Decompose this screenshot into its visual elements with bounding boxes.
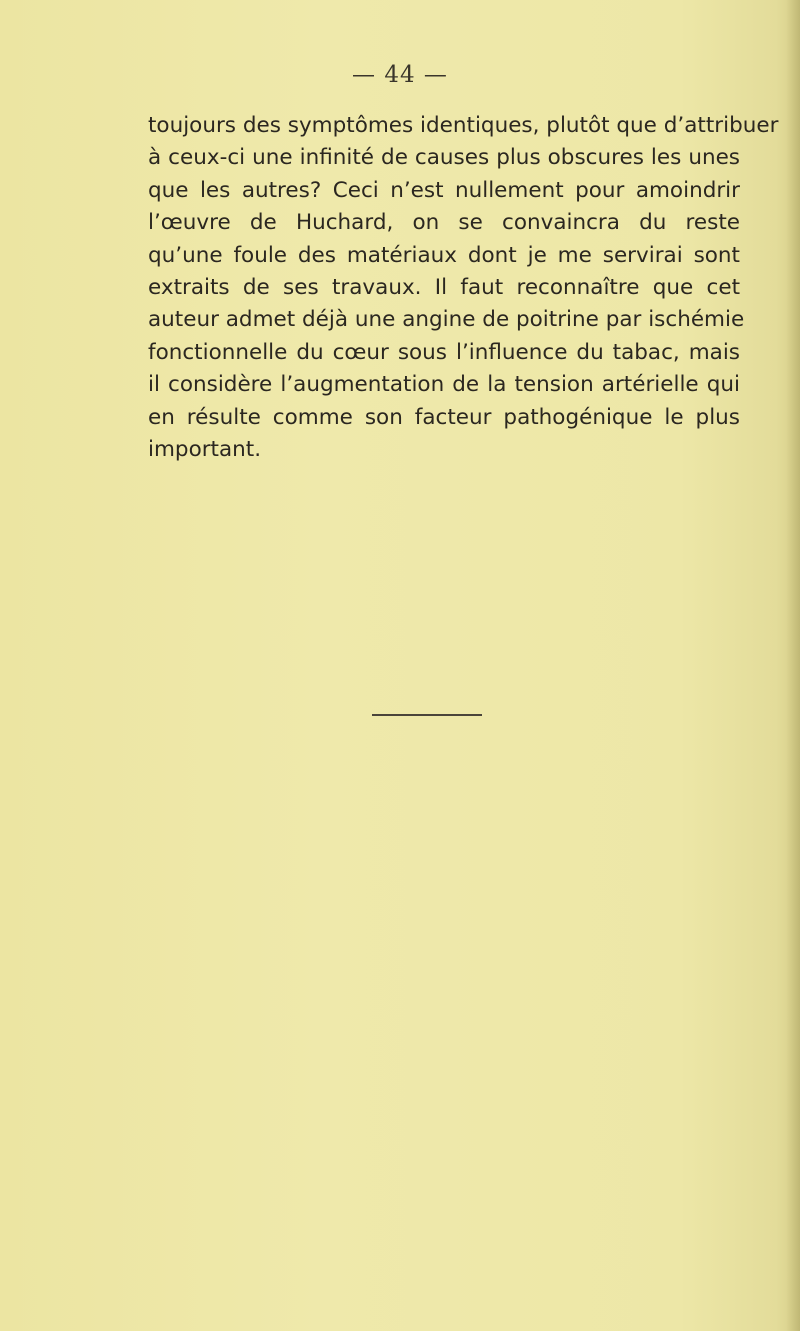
- text-line: que les autres? Ceci n’est nullement pour amoindrir: [148, 177, 740, 203]
- text-line: important.: [148, 436, 262, 462]
- text-line: toujours des symptômes identiques, plutôt que d’attribuer: [148, 113, 779, 138]
- section-divider: [372, 714, 482, 716]
- text-line: auteur admet déjà une angine de poitrine par ischémie: [148, 307, 745, 333]
- text-line: l’œuvre de Huchard, on se convaincra du reste: [148, 210, 740, 236]
- text-line: il considère l’augmentation de la tension artérielle qui: [148, 372, 740, 398]
- page-edge-shadow: [786, 0, 800, 1331]
- text-line: fonctionnelle du cœur sous l’influence du tabac, mais: [148, 339, 740, 365]
- text-line: extraits de ses travaux. Il faut reconnaître que cet: [148, 274, 740, 300]
- body-paragraph: [148, 110, 779, 466]
- text-line: qu’une foule des matériaux dont je me servirai sont: [148, 242, 740, 268]
- text-line: à ceux-ci une infinité de causes plus obscures les unes: [148, 145, 740, 171]
- text-line: en résulte comme son facteur pathogénique le plus: [148, 404, 740, 430]
- page-number: — 44 —: [352, 62, 448, 88]
